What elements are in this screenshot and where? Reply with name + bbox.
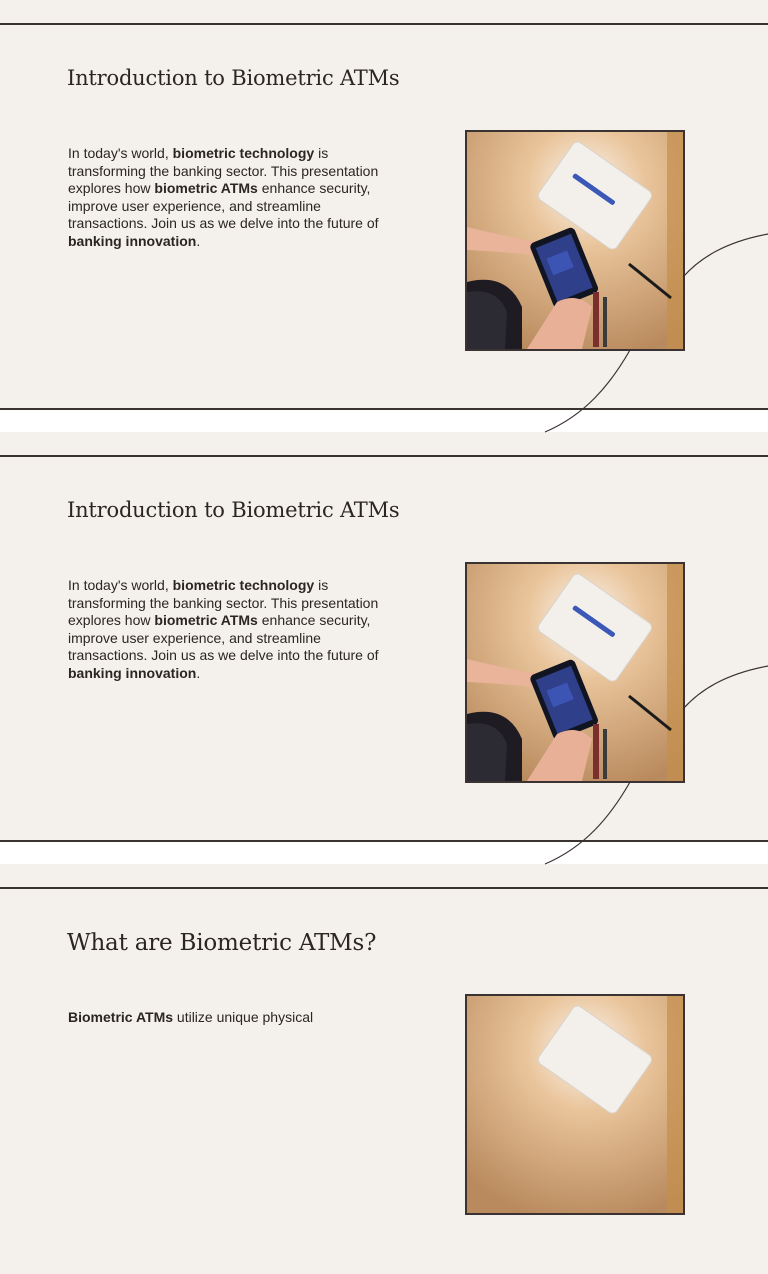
body-text: utilize unique physical xyxy=(173,1009,314,1025)
slide-body xyxy=(68,145,386,251)
body-text: is transforming the banking sector. This presentation explores how xyxy=(68,577,379,629)
slide-title: Introduction to Biometric ATMs xyxy=(67,66,400,90)
emphasis-text: banking innovation xyxy=(68,664,197,681)
emphasis-text: biometric ATMs xyxy=(154,180,258,197)
body-text: In today's world, xyxy=(68,145,173,161)
slide-title: Introduction to Biometric ATMs xyxy=(67,498,400,522)
slide-1 xyxy=(0,0,768,410)
emphasis-text: biometric ATMs xyxy=(154,612,258,629)
slide-top-rule xyxy=(0,455,768,457)
slide-top-rule xyxy=(0,23,768,25)
tablet-photo xyxy=(465,130,685,351)
emphasis-text: biometric technology xyxy=(172,577,315,593)
emphasis-text: biometric technology xyxy=(172,145,315,161)
slide-3 xyxy=(0,864,768,1274)
emphasis-text: banking innovation xyxy=(68,232,197,249)
body-text: enhance security, improve user experience, and streamline transactions. Join us as we delve into the future of xyxy=(68,612,379,664)
tablet-photo xyxy=(465,562,685,783)
body-text: enhance security, improve user experience, and streamline transactions. Join us as we delve into the future of xyxy=(68,180,379,232)
body-text: . xyxy=(196,232,201,249)
slide-2 xyxy=(0,432,768,842)
body-text: is transforming the banking sector. This presentation explores how xyxy=(68,145,379,197)
slide-bottom-rule xyxy=(0,840,768,842)
tablet-photo xyxy=(465,994,685,1215)
slide-bottom-rule xyxy=(0,408,768,410)
body-text: In today's world, xyxy=(68,577,173,593)
slide-top-rule xyxy=(0,887,768,889)
body-text: . xyxy=(196,664,201,681)
slide-title: What are Biometric ATMs? xyxy=(67,930,377,956)
emphasis-text: Biometric ATMs xyxy=(68,1009,174,1025)
slide-body xyxy=(68,577,386,683)
